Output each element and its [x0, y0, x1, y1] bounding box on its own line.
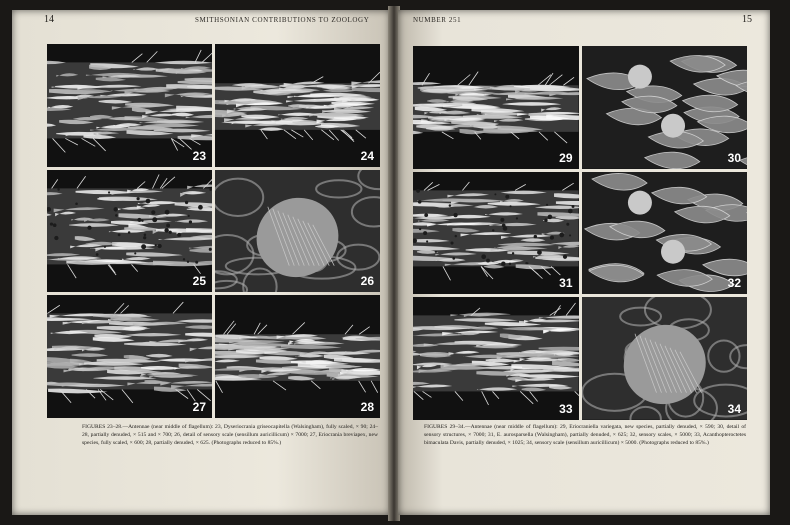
right-page-number: 15 [742, 14, 752, 25]
left-figure-plate [47, 44, 380, 418]
sem-photo-27 [47, 295, 212, 418]
sem-photo-32 [582, 172, 748, 295]
left-page-number: 14 [44, 14, 54, 25]
figure-number-label: 30 [727, 150, 741, 165]
figure-number-label: 23 [192, 148, 206, 163]
sem-texture [215, 295, 380, 418]
figure-number-label: 28 [360, 399, 374, 414]
left-figure-caption: FIGURES 23–28.—Antennae (near middle of flagellum): 23, Dyseriocrania griseocapitella (Walsingham), fully scaled, × 90; 24–28, partially denuded, × 515 and × 700; 26, detail of sensory scale (sensillum auricillicum) × 7000; 27, Eriocrania breviapex, new species, fully scaled, × 600; 28, partially denuded, × 625. (Photographs reduced to 85%.) [82, 424, 378, 446]
sem-texture [582, 172, 748, 295]
sem-texture [413, 172, 579, 295]
sem-photo-24 [215, 44, 380, 167]
sem-texture [47, 170, 212, 293]
figure-number-label: 31 [559, 276, 573, 291]
figure-number-label: 24 [360, 148, 374, 163]
left-running-head: SMITHSONIAN CONTRIBUTIONS TO ZOOLOGY [195, 16, 370, 24]
sem-photo-25 [47, 170, 212, 293]
sem-texture [413, 46, 579, 169]
sem-texture [215, 44, 380, 167]
sem-texture [582, 46, 748, 169]
figure-number-label: 25 [192, 274, 206, 289]
sem-photo-31 [413, 172, 579, 295]
sem-photo-29 [413, 46, 579, 169]
sem-photo-33 [413, 297, 579, 420]
right-figure-plate [413, 46, 747, 420]
sem-photo-23 [47, 44, 212, 167]
sem-texture [413, 297, 579, 420]
sem-texture [47, 44, 212, 167]
figure-number-label: 29 [559, 150, 573, 165]
sem-photo-30 [582, 46, 748, 169]
figure-number-label: 33 [559, 401, 573, 416]
sem-texture [215, 170, 380, 293]
sem-texture [47, 295, 212, 418]
sem-photo-34 [582, 297, 748, 420]
sem-photo-28 [215, 295, 380, 418]
figure-number-label: 34 [727, 401, 741, 416]
figure-number-label: 26 [360, 274, 374, 289]
sem-photo-26 [215, 170, 380, 293]
sem-texture [582, 297, 748, 420]
figure-number-label: 32 [727, 276, 741, 291]
figure-number-label: 27 [192, 399, 206, 414]
right-running-head: NUMBER 251 [413, 16, 462, 24]
right-figure-caption: FIGURES 29–34.—Antennae (near middle of flagellum): 29, Eriocraniella variegata, new species, partially denuded, × 590; 30, detail of sensory structures, × 7000; 31, E. aurosparsella (Walsingham), partially denuded, × 625; 32, sensory scales, × 5000; 33, Acanthopteroctetes bimaculata Davis, partially denuded, × 1025; 34, sensory scale (sensillum auricillicum) × 5000. (Photographs reduced to 85%.) [424, 424, 746, 446]
